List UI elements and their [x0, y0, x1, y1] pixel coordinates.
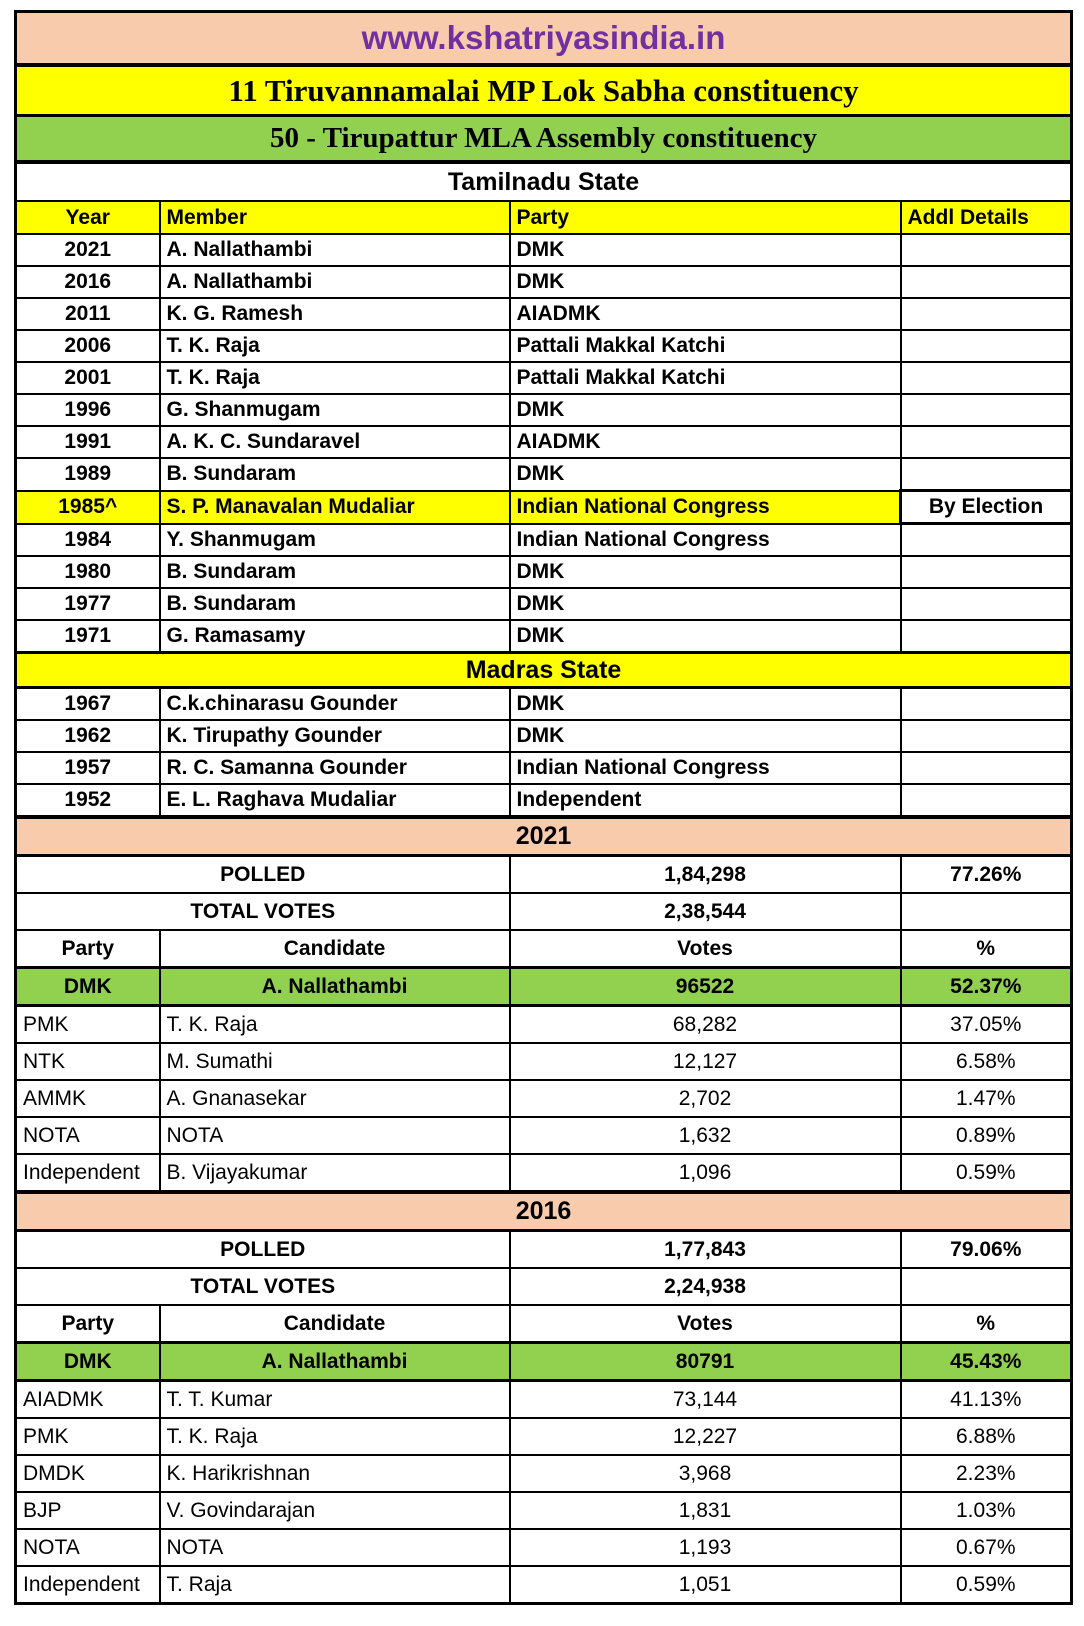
- year-cell: 1962: [16, 720, 160, 752]
- year-cell: 1952: [16, 784, 160, 817]
- candidate-cell: B. Vijayakumar: [160, 1154, 510, 1192]
- party-cell: DMDK: [16, 1455, 160, 1492]
- member-cell: K. G. Ramesh: [160, 298, 510, 330]
- party-cell: BJP: [16, 1492, 160, 1529]
- addl-details-cell: [901, 784, 1072, 817]
- party-cell: DMK: [510, 720, 901, 752]
- polled-votes: 1,84,298: [510, 856, 901, 894]
- party-column-header: Party: [16, 930, 160, 968]
- candidate-cell: T. Raja: [160, 1566, 510, 1604]
- history-row: [16, 720, 1072, 752]
- history-column-header: [16, 201, 1072, 234]
- party-cell: Independent: [510, 784, 901, 817]
- addl-details-cell: [901, 330, 1072, 362]
- election-year-2016: 2016: [16, 1192, 1072, 1231]
- candidate-cell: A. Gnanasekar: [160, 1080, 510, 1117]
- party-cell: NOTA: [16, 1117, 160, 1154]
- votes-column-header: Votes: [510, 1305, 901, 1343]
- mp-constituency-title: 11 Tiruvannamalai MP Lok Sabha constituency: [16, 65, 1072, 116]
- total-votes-row: [16, 893, 1072, 930]
- addl-details-cell: By Election: [901, 491, 1072, 524]
- tamilnadu-state-header: [16, 162, 1072, 201]
- year-cell: 1989: [16, 458, 160, 491]
- polled-label: POLLED: [16, 1231, 510, 1269]
- history-row: [16, 620, 1072, 653]
- addl-details-cell: [901, 266, 1072, 298]
- member-cell: E. L. Raghava Mudaliar: [160, 784, 510, 817]
- result-row: [16, 1117, 1072, 1154]
- year-cell: 1971: [16, 620, 160, 653]
- party-cell: Pattali Makkal Katchi: [510, 362, 901, 394]
- party-cell: PMK: [16, 1006, 160, 1044]
- votes-cell: 3,968: [510, 1455, 901, 1492]
- year-cell: 1967: [16, 688, 160, 721]
- percent-cell: 1.03%: [901, 1492, 1072, 1529]
- year-cell: 1996: [16, 394, 160, 426]
- result-row: [16, 1529, 1072, 1566]
- party-cell: DMK: [510, 588, 901, 620]
- percent-cell: 1.47%: [901, 1080, 1072, 1117]
- polled-percent: 77.26%: [901, 856, 1072, 894]
- result-column-header: [16, 930, 1072, 968]
- percent-cell: 6.88%: [901, 1418, 1072, 1455]
- votes-cell: 1,096: [510, 1154, 901, 1192]
- votes-cell: 12,127: [510, 1043, 901, 1080]
- percent-column-header: %: [901, 930, 1072, 968]
- website-url: www.kshatriyasindia.in: [16, 12, 1072, 66]
- total-votes-percent-empty: [901, 893, 1072, 930]
- year-cell: 1957: [16, 752, 160, 784]
- candidate-cell: T. K. Raja: [160, 1006, 510, 1044]
- candidate-cell: V. Govindarajan: [160, 1492, 510, 1529]
- member-cell: Y. Shanmugam: [160, 524, 510, 557]
- history-row: [16, 524, 1072, 557]
- member-cell: T. K. Raja: [160, 362, 510, 394]
- percent-cell: 6.58%: [901, 1043, 1072, 1080]
- history-row: [16, 784, 1072, 817]
- result-row: [16, 1381, 1072, 1419]
- party-cell: PMK: [16, 1418, 160, 1455]
- party-cell: Independent: [16, 1154, 160, 1192]
- mla-constituency-title: 50 - Tirupattur MLA Assembly constituency: [16, 116, 1072, 163]
- member-cell: S. P. Manavalan Mudaliar: [160, 491, 510, 524]
- winner-party: DMK: [16, 968, 160, 1006]
- votes-cell: 1,193: [510, 1529, 901, 1566]
- result-column-header: [16, 1305, 1072, 1343]
- member-cell: A. Nallathambi: [160, 234, 510, 266]
- party-cell: NTK: [16, 1043, 160, 1080]
- addl-details-cell: [901, 688, 1072, 721]
- polled-votes: 1,77,843: [510, 1231, 901, 1269]
- party-column-header: Party: [16, 1305, 160, 1343]
- votes-cell: 1,051: [510, 1566, 901, 1604]
- addl-details-cell: [901, 752, 1072, 784]
- party-cell: AIADMK: [510, 426, 901, 458]
- addl-details-cell: [901, 298, 1072, 330]
- addl-details-cell: [901, 588, 1072, 620]
- percent-cell: 41.13%: [901, 1381, 1072, 1419]
- addl-details-cell: [901, 234, 1072, 266]
- history-row: [16, 298, 1072, 330]
- election-year-banner: [16, 1192, 1072, 1231]
- history-row: [16, 394, 1072, 426]
- percent-column-header: %: [901, 1305, 1072, 1343]
- history-row: [16, 688, 1072, 721]
- history-row: [16, 426, 1072, 458]
- member-cell: B. Sundaram: [160, 556, 510, 588]
- votes-cell: 1,831: [510, 1492, 901, 1529]
- party-cell: NOTA: [16, 1529, 160, 1566]
- member-cell: B. Sundaram: [160, 458, 510, 491]
- mla-constituency-banner: [16, 116, 1072, 163]
- percent-cell: 2.23%: [901, 1455, 1072, 1492]
- votes-column-header: Votes: [510, 930, 901, 968]
- year-column-header: Year: [16, 201, 160, 234]
- total-votes-percent-empty: [901, 1268, 1072, 1305]
- member-cell: B. Sundaram: [160, 588, 510, 620]
- polled-label: POLLED: [16, 856, 510, 894]
- total-votes-label: TOTAL VOTES: [16, 1268, 510, 1305]
- result-row: [16, 1154, 1072, 1192]
- addl-details-cell: [901, 720, 1072, 752]
- votes-cell: 1,632: [510, 1117, 901, 1154]
- party-cell: DMK: [510, 394, 901, 426]
- votes-cell: 68,282: [510, 1006, 901, 1044]
- winner-votes: 80791: [510, 1343, 901, 1381]
- candidate-cell: NOTA: [160, 1529, 510, 1566]
- result-row: [16, 1080, 1072, 1117]
- candidate-column-header: Candidate: [160, 1305, 510, 1343]
- party-cell: Indian National Congress: [510, 752, 901, 784]
- year-cell: 1985^: [16, 491, 160, 524]
- party-cell: AMMK: [16, 1080, 160, 1117]
- candidate-cell: K. Harikrishnan: [160, 1455, 510, 1492]
- madras-state-header: [16, 653, 1072, 688]
- result-row: [16, 1566, 1072, 1604]
- addl-details-cell: [901, 556, 1072, 588]
- winner-row: [16, 1343, 1072, 1381]
- history-row: [16, 556, 1072, 588]
- winner-percent: 45.43%: [901, 1343, 1072, 1381]
- result-row: [16, 1418, 1072, 1455]
- history-row-by-election: [16, 491, 1072, 524]
- result-row: [16, 1006, 1072, 1044]
- party-cell: DMK: [510, 688, 901, 721]
- candidate-cell: NOTA: [160, 1117, 510, 1154]
- polled-percent: 79.06%: [901, 1231, 1072, 1269]
- votes-cell: 2,702: [510, 1080, 901, 1117]
- year-cell: 1991: [16, 426, 160, 458]
- percent-cell: 0.89%: [901, 1117, 1072, 1154]
- history-row: [16, 266, 1072, 298]
- addl-details-cell: [901, 362, 1072, 394]
- year-cell: 2011: [16, 298, 160, 330]
- year-cell: 2006: [16, 330, 160, 362]
- candidate-cell: M. Sumathi: [160, 1043, 510, 1080]
- addl-details-cell: [901, 426, 1072, 458]
- percent-cell: 0.67%: [901, 1529, 1072, 1566]
- member-cell: A. K. C. Sundaravel: [160, 426, 510, 458]
- winner-percent: 52.37%: [901, 968, 1072, 1006]
- member-cell: A. Nallathambi: [160, 266, 510, 298]
- winner-row: [16, 968, 1072, 1006]
- candidate-cell: T. T. Kumar: [160, 1381, 510, 1419]
- history-row: [16, 752, 1072, 784]
- history-row: [16, 234, 1072, 266]
- member-cell: K. Tirupathy Gounder: [160, 720, 510, 752]
- year-cell: 1984: [16, 524, 160, 557]
- total-votes-row: [16, 1268, 1072, 1305]
- winner-votes: 96522: [510, 968, 901, 1006]
- tamilnadu-state-label: Tamilnadu State: [16, 162, 1072, 201]
- history-row: [16, 330, 1072, 362]
- addl-details-column-header: Addl Details: [901, 201, 1072, 234]
- year-cell: 1977: [16, 588, 160, 620]
- history-row: [16, 458, 1072, 491]
- votes-cell: 12,227: [510, 1418, 901, 1455]
- addl-details-cell: [901, 394, 1072, 426]
- result-row: [16, 1455, 1072, 1492]
- member-cell: R. C. Samanna Gounder: [160, 752, 510, 784]
- polled-row: [16, 1231, 1072, 1269]
- total-votes-label: TOTAL VOTES: [16, 893, 510, 930]
- addl-details-cell: [901, 620, 1072, 653]
- year-cell: 2001: [16, 362, 160, 394]
- party-cell: DMK: [510, 266, 901, 298]
- party-cell: Independent: [16, 1566, 160, 1604]
- party-cell: DMK: [510, 556, 901, 588]
- total-votes-value: 2,24,938: [510, 1268, 901, 1305]
- result-row: [16, 1492, 1072, 1529]
- result-row: [16, 1043, 1072, 1080]
- party-cell: AIADMK: [510, 298, 901, 330]
- votes-cell: 73,144: [510, 1381, 901, 1419]
- history-row: [16, 362, 1072, 394]
- addl-details-cell: [901, 524, 1072, 557]
- party-cell: DMK: [510, 234, 901, 266]
- member-cell: G. Shanmugam: [160, 394, 510, 426]
- candidate-column-header: Candidate: [160, 930, 510, 968]
- candidate-cell: T. K. Raja: [160, 1418, 510, 1455]
- member-cell: G. Ramasamy: [160, 620, 510, 653]
- member-column-header: Member: [160, 201, 510, 234]
- total-votes-value: 2,38,544: [510, 893, 901, 930]
- year-cell: 2021: [16, 234, 160, 266]
- year-cell: 2016: [16, 266, 160, 298]
- winner-candidate: A. Nallathambi: [160, 1343, 510, 1381]
- website-banner: [16, 12, 1072, 66]
- party-cell: Pattali Makkal Katchi: [510, 330, 901, 362]
- party-cell: AIADMK: [16, 1381, 160, 1419]
- percent-cell: 0.59%: [901, 1154, 1072, 1192]
- year-cell: 1980: [16, 556, 160, 588]
- history-row: [16, 588, 1072, 620]
- percent-cell: 37.05%: [901, 1006, 1072, 1044]
- party-cell: Indian National Congress: [510, 524, 901, 557]
- percent-cell: 0.59%: [901, 1566, 1072, 1604]
- constituency-results-table: [14, 10, 1073, 1605]
- mp-constituency-banner: [16, 65, 1072, 116]
- member-cell: C.k.chinarasu Gounder: [160, 688, 510, 721]
- party-cell: DMK: [510, 620, 901, 653]
- member-cell: T. K. Raja: [160, 330, 510, 362]
- party-cell: DMK: [510, 458, 901, 491]
- polled-row: [16, 856, 1072, 894]
- party-column-header: Party: [510, 201, 901, 234]
- madras-state-label: Madras State: [16, 653, 1072, 688]
- election-year-banner: [16, 817, 1072, 856]
- winner-party: DMK: [16, 1343, 160, 1381]
- addl-details-cell: [901, 458, 1072, 491]
- party-cell: Indian National Congress: [510, 491, 901, 524]
- winner-candidate: A. Nallathambi: [160, 968, 510, 1006]
- election-year-2021: 2021: [16, 817, 1072, 856]
